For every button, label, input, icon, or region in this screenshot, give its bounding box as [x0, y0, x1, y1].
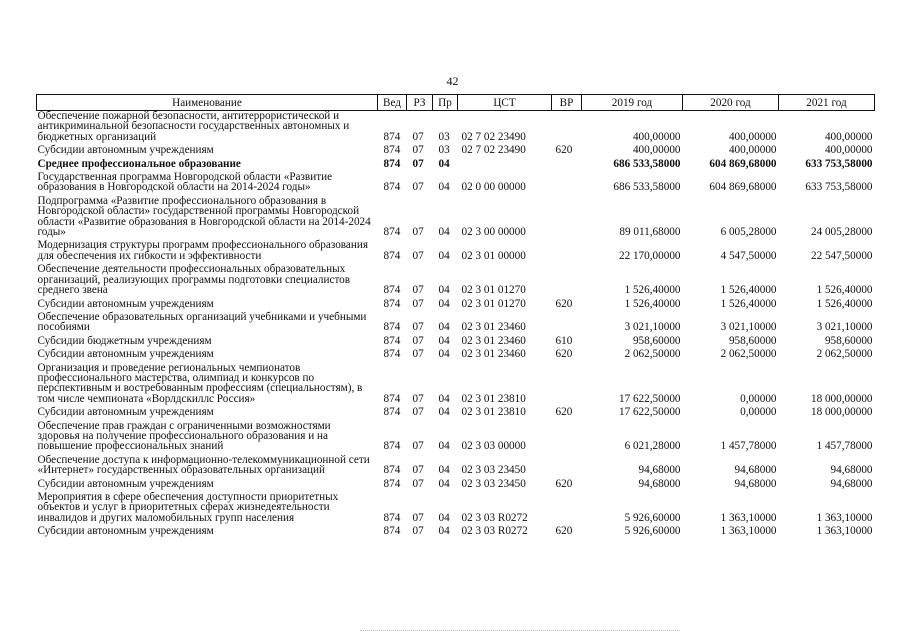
row-cst: 02 3 03 00000 — [461, 440, 526, 453]
row-amount-2021: 1 457,78000 — [816, 440, 873, 453]
row-amount-2020: 1 526,40000 — [720, 297, 777, 310]
row-pr: 04 — [438, 464, 450, 477]
row-name: Субсидии автономным учреждениям — [37, 406, 214, 419]
row-name: Субсидии автономным учреждениям — [37, 525, 214, 538]
row-amount-2020: 0,00000 — [740, 392, 777, 405]
row-rz: 07 — [412, 181, 424, 194]
row-rz: 07 — [412, 297, 424, 310]
row-ved: 874 — [383, 440, 401, 453]
table-body — [37, 111, 875, 540]
row-amount-2019: 1 526,40000 — [624, 297, 681, 310]
table-row — [37, 196, 875, 241]
row-amount-2020: 4 547,50000 — [720, 249, 777, 262]
row-amount-2020: 94,68000 — [734, 477, 777, 490]
row-ved: 874 — [383, 144, 401, 157]
table-row — [37, 492, 875, 526]
row-amount-2020: 604 869,68000 — [709, 157, 777, 170]
row-pr: 04 — [438, 392, 450, 405]
row-rz: 07 — [412, 392, 424, 405]
row-vr — [552, 172, 582, 196]
row-rz: 07 — [412, 226, 424, 239]
row-ved: 874 — [383, 406, 401, 419]
table-row — [37, 455, 875, 479]
row-cst: 02 3 03 R0272 — [461, 525, 528, 538]
table-row — [37, 172, 875, 196]
row-pr: 04 — [438, 157, 450, 170]
table-row — [37, 349, 875, 362]
row-cst — [458, 159, 552, 172]
row-amount-2021: 18 000,00000 — [810, 392, 873, 405]
row-vr: 620 — [555, 406, 573, 419]
row-amount-2020: 3 021,10000 — [720, 321, 777, 334]
row-cst: 02 3 00 00000 — [461, 226, 526, 239]
row-name: Модернизация структуры программ профессионального образования для обеспечения их гибкости и эффективности — [37, 239, 369, 262]
row-name: Обеспечение прав граждан с ограниченными возможностями здоровья на получение профессионального образования и на повышение профессиональных знаний — [37, 419, 331, 453]
row-amount-2019: 94,68000 — [638, 464, 681, 477]
table-row — [37, 264, 875, 298]
row-amount-2020: 604 869,68000 — [709, 181, 777, 194]
table-row — [37, 312, 875, 336]
row-amount-2019: 3 021,10000 — [624, 321, 681, 334]
row-name: Подпрограмма «Развитие профессионального образования в Новгородской области» государственной программы Новгородской области «Развитие образования в Новгородской области на 2014-2024 годы» — [37, 194, 371, 239]
page-number: 42 — [446, 74, 459, 88]
header-vr: ВР — [552, 95, 582, 111]
row-amount-2019: 1 526,40000 — [624, 284, 681, 297]
row-rz: 07 — [412, 525, 424, 538]
row-pr: 03 — [438, 144, 450, 157]
header-2019: 2019 год — [582, 95, 683, 111]
row-amount-2021: 633 753,58000 — [805, 181, 873, 194]
row-cst: 02 3 01 23460 — [461, 334, 526, 347]
row-amount-2021: 958,60000 — [824, 334, 873, 347]
row-name: Субсидии бюджетным учреждениям — [37, 334, 212, 347]
row-vr — [552, 363, 582, 408]
row-ved: 874 — [383, 334, 401, 347]
row-amount-2020: 0,00000 — [740, 406, 777, 419]
row-name: Обеспечение деятельности профессиональных образовательных организаций, реализующих программы подготовки специалистов среднего звена — [37, 263, 351, 297]
row-vr: 620 — [555, 525, 573, 538]
row-cst: 02 3 01 23810 — [461, 406, 526, 419]
row-amount-2020: 1 526,40000 — [720, 284, 777, 297]
row-ved: 874 — [383, 181, 401, 194]
row-amount-2021: 22 547,50000 — [810, 249, 873, 262]
row-pr: 04 — [438, 181, 450, 194]
row-rz: 07 — [412, 464, 424, 477]
row-pr: 03 — [438, 130, 450, 143]
row-amount-2021: 2 062,50000 — [816, 348, 873, 361]
row-amount-2019: 6 021,28000 — [624, 440, 681, 453]
table-row — [37, 526, 875, 539]
row-name: Обеспечение образовательных организаций учебниками и учебными пособиями — [37, 310, 367, 334]
row-cst: 02 3 03 23450 — [461, 477, 526, 490]
row-pr: 04 — [438, 440, 450, 453]
row-amount-2019: 5 926,60000 — [624, 525, 681, 538]
row-rz: 07 — [412, 249, 424, 262]
row-cst: 02 7 02 23490 — [461, 144, 526, 157]
row-name: Субсидии автономным учреждениям — [37, 297, 214, 310]
row-name: Среднее профессиональное образование — [37, 157, 241, 170]
row-amount-2019: 17 622,50000 — [618, 392, 681, 405]
row-cst: 02 3 01 01270 — [461, 297, 526, 310]
header-2021: 2021 год — [779, 95, 875, 111]
row-vr — [552, 455, 582, 479]
row-rz: 07 — [412, 348, 424, 361]
row-ved: 874 — [383, 392, 401, 405]
row-ved: 874 — [383, 157, 401, 170]
row-ved: 874 — [383, 249, 401, 262]
row-name: Мероприятия в сфере обеспечения доступности приоритетных объектов и услуг в приоритетных сферах жизнедеятельности инвалидов и других маломобильных групп населения — [37, 491, 339, 524]
row-name: Обеспечение пожарной безопасности, антитеррористической и антикриминальной безопасности государственных автономных и бюджетных организаций — [37, 110, 350, 143]
row-amount-2020: 400,00000 — [728, 130, 777, 143]
row-vr — [552, 196, 582, 241]
row-rz: 07 — [412, 511, 424, 524]
row-rz: 07 — [412, 144, 424, 157]
row-amount-2020: 94,68000 — [734, 464, 777, 477]
row-cst: 02 3 01 00000 — [461, 249, 526, 262]
header-rz: РЗ — [407, 95, 433, 111]
row-pr: 04 — [438, 406, 450, 419]
row-ved: 874 — [383, 321, 401, 334]
row-cst: 02 0 00 00000 — [461, 181, 526, 194]
row-amount-2019: 958,60000 — [632, 334, 681, 347]
row-cst: 02 3 03 23450 — [461, 464, 526, 477]
row-pr: 04 — [438, 477, 450, 490]
table-row — [37, 407, 875, 420]
row-amount-2021: 400,00000 — [824, 130, 873, 143]
row-name: Обеспечение доступа к информационно-телекоммуникационной сети «Интернет» государственных образовательных организаций — [37, 453, 370, 477]
row-vr — [552, 492, 582, 526]
row-rz: 07 — [412, 440, 424, 453]
budget-table — [36, 94, 875, 540]
table-row — [37, 240, 875, 264]
row-cst: 02 3 03 R0272 — [461, 511, 528, 524]
table-row — [37, 363, 875, 408]
row-amount-2019: 89 011,68000 — [619, 226, 681, 239]
row-pr: 04 — [438, 348, 450, 361]
row-amount-2021: 1 363,10000 — [816, 511, 873, 524]
row-vr: 620 — [555, 297, 573, 310]
row-amount-2021: 18 000,00000 — [810, 406, 873, 419]
row-amount-2020: 1 363,10000 — [720, 511, 777, 524]
row-amount-2020: 400,00000 — [728, 144, 777, 157]
row-vr — [552, 240, 582, 264]
row-ved: 874 — [383, 511, 401, 524]
table-row — [37, 421, 875, 455]
row-ved: 874 — [383, 297, 401, 310]
row-amount-2019: 22 170,00000 — [618, 249, 681, 262]
row-pr: 04 — [438, 249, 450, 262]
row-amount-2020: 2 062,50000 — [720, 348, 777, 361]
row-rz: 07 — [412, 130, 424, 143]
row-amount-2019: 94,68000 — [638, 477, 681, 490]
row-amount-2021: 94,68000 — [830, 464, 873, 477]
row-cst: 02 3 01 23460 — [461, 321, 526, 334]
row-ved: 874 — [383, 284, 401, 297]
row-amount-2021: 633 753,58000 — [805, 157, 873, 170]
row-name: Государственная программа Новгородской области «Развитие образования в Новгородской области на 2014-2024 годы» — [37, 171, 333, 194]
row-vr — [552, 111, 582, 146]
row-rz: 07 — [412, 284, 424, 297]
row-amount-2019: 17 622,50000 — [618, 406, 681, 419]
row-amount-2020: 958,60000 — [728, 334, 777, 347]
table-row — [37, 479, 875, 492]
table-row — [37, 336, 875, 349]
row-amount-2021: 1 526,40000 — [816, 284, 873, 297]
row-amount-2020: 6 005,28000 — [720, 226, 777, 239]
table-header-row — [37, 95, 875, 111]
scan-artifact-line — [360, 630, 680, 633]
row-rz: 07 — [412, 157, 424, 170]
row-amount-2020: 1 363,10000 — [720, 525, 777, 538]
row-rz: 07 — [412, 334, 424, 347]
header-cst: ЦСТ — [458, 95, 552, 111]
row-amount-2019: 2 062,50000 — [624, 348, 681, 361]
row-rz: 07 — [412, 406, 424, 419]
row-name: Организация и проведение региональных чемпионатов профессионального мастерства, олимпиад и конкурсов по перспективным и востребованным профессиям (специальностям), в том числе чемпионата «Ворлдскиллс Россия» — [37, 361, 363, 405]
row-amount-2021: 1 363,10000 — [816, 525, 873, 538]
row-vr — [552, 159, 582, 172]
row-amount-2021: 3 021,10000 — [816, 321, 873, 334]
row-vr: 620 — [555, 144, 573, 157]
header-pr: Пр — [433, 95, 458, 111]
row-cst: 02 7 02 23490 — [461, 130, 526, 143]
row-amount-2020: 1 457,78000 — [720, 440, 777, 453]
header-ved: Вед — [378, 95, 407, 111]
table-row — [37, 145, 875, 158]
row-ved: 874 — [383, 348, 401, 361]
row-name: Субсидии автономным учреждениям — [37, 348, 214, 361]
row-amount-2019: 686 533,58000 — [613, 181, 681, 194]
row-vr — [552, 421, 582, 455]
row-amount-2021: 1 526,40000 — [816, 297, 873, 310]
table-row — [37, 299, 875, 312]
row-ved: 874 — [383, 226, 401, 239]
row-vr: 620 — [555, 477, 573, 490]
row-pr: 04 — [438, 284, 450, 297]
row-cst: 02 3 01 23810 — [461, 392, 526, 405]
row-rz: 07 — [412, 477, 424, 490]
row-vr — [552, 264, 582, 298]
row-vr: 620 — [555, 348, 573, 361]
header-name: Наименование — [37, 95, 378, 111]
row-amount-2019: 686 533,58000 — [613, 157, 681, 170]
row-cst: 02 3 01 23460 — [461, 348, 526, 361]
row-amount-2019: 400,00000 — [632, 144, 681, 157]
row-pr: 04 — [438, 525, 450, 538]
row-name: Субсидии автономным учреждениям — [37, 477, 214, 490]
row-ved: 874 — [383, 130, 401, 143]
row-rz: 07 — [412, 321, 424, 334]
row-ved: 874 — [383, 464, 401, 477]
row-pr: 04 — [438, 321, 450, 334]
row-amount-2021: 94,68000 — [830, 477, 873, 490]
row-vr: 610 — [555, 334, 573, 347]
row-pr: 04 — [438, 511, 450, 524]
row-vr — [552, 312, 582, 336]
row-pr: 04 — [438, 226, 450, 239]
row-amount-2021: 400,00000 — [824, 144, 873, 157]
row-name: Субсидии автономным учреждениям — [37, 144, 214, 157]
row-amount-2019: 400,00000 — [632, 130, 681, 143]
row-cst: 02 3 01 01270 — [461, 284, 526, 297]
row-pr: 04 — [438, 297, 450, 310]
table-row — [37, 159, 875, 172]
row-pr: 04 — [438, 334, 450, 347]
table-row — [37, 111, 875, 146]
header-2020: 2020 год — [683, 95, 779, 111]
row-amount-2021: 24 005,28000 — [810, 226, 873, 239]
row-ved: 874 — [383, 477, 401, 490]
row-amount-2019: 5 926,60000 — [624, 511, 681, 524]
row-ved: 874 — [383, 525, 401, 538]
